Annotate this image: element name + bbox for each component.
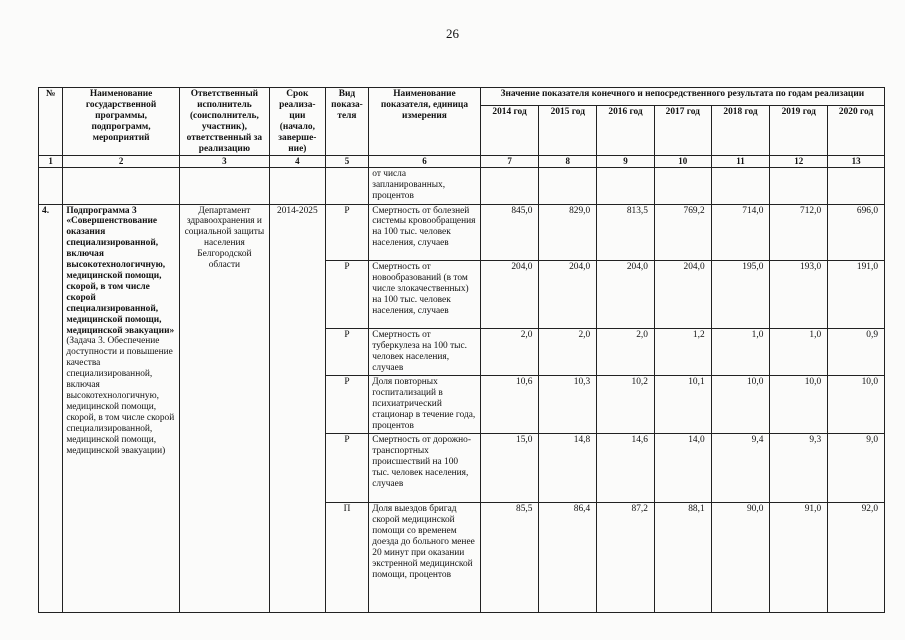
year-header: 2015 год [539,106,597,156]
indicator-value: 813,5 [597,204,655,261]
column-number: 12 [770,156,828,168]
indicator-name: Смертность от дорожно-транспортных происшествий на 100 тыс. человек населения, случаев [369,434,480,503]
subprogram-title [63,204,180,613]
header-program: Наименование государственной программы, подпрограмм, мероприятий [63,88,180,156]
indicator-kind: Р [325,328,369,375]
indicator-name: Доля выездов бригад скорой медицинской помощи со временем доезда до больного менее 20 минут при оказании экстренной медицинской помощи, процентов [369,503,480,613]
indicator-value: 10,0 [770,376,828,434]
column-number: 6 [369,156,480,168]
indicator-value: 204,0 [597,261,655,329]
indicator-value: 714,0 [711,204,770,261]
indicators-table [38,87,885,613]
indicator-value: 15,0 [480,434,539,503]
continuation-text: от числа запланированных, процентов [369,168,480,204]
subprogram-responsible: Департамент здравоохранения и социальной защиты населения Белгородской области [179,204,269,613]
column-number: 4 [269,156,325,168]
column-number: 1 [39,156,63,168]
indicator-value: 88,1 [654,503,711,613]
indicator-kind: Р [325,204,369,261]
subprogram-number: 4. [39,204,63,613]
indicator-value: 193,0 [770,261,828,329]
header-kind: Вид показа-теля [325,88,369,156]
header-term: Срок реализа-ции (начало, заверше-ние) [269,88,325,156]
year-header: 2016 год [597,106,655,156]
column-number: 9 [597,156,655,168]
indicator-value: 845,0 [480,204,539,261]
indicator-name: Смертность от болезней системы кровообращения на 100 тыс. человек населения, случаев [369,204,480,261]
indicator-value: 1,0 [770,328,828,375]
indicator-value: 0,9 [828,328,885,375]
indicator-value: 10,0 [828,376,885,434]
indicator-value: 829,0 [539,204,597,261]
year-header: 2017 год [654,106,711,156]
indicator-value: 769,2 [654,204,711,261]
continuation-row [39,168,885,204]
header-values-group: Значение показателя конечного и непосредственного результата по годам реализации [480,88,884,106]
indicator-name: Смертность от новообразований (в том числе злокачественных) на 100 тыс. человек населения, случаев [369,261,480,329]
indicator-value: 204,0 [480,261,539,329]
indicator-name: Смертность от туберкулеза на 100 тыс. человек населения, случаев [369,328,480,375]
header-responsible: Ответственный исполнитель (соисполнитель, участник), ответственный за реализацию [179,88,269,156]
indicator-value: 1,2 [654,328,711,375]
indicator-value: 10,0 [711,376,770,434]
indicator-value: 712,0 [770,204,828,261]
indicator-value: 90,0 [711,503,770,613]
indicator-value: 1,0 [711,328,770,375]
indicator-value: 2,0 [597,328,655,375]
indicator-value: 9,4 [711,434,770,503]
indicator-kind: Р [325,376,369,434]
indicator-value: 2,0 [480,328,539,375]
table-row [39,204,885,261]
indicator-kind: П [325,503,369,613]
indicator-kind: Р [325,261,369,329]
year-header: 2019 год [770,106,828,156]
indicator-value: 10,1 [654,376,711,434]
indicator-value: 195,0 [711,261,770,329]
indicator-value: 2,0 [539,328,597,375]
column-number: 5 [325,156,369,168]
indicator-value: 14,8 [539,434,597,503]
indicator-value: 191,0 [828,261,885,329]
column-number-row [39,156,885,168]
year-header: 2020 год [828,106,885,156]
indicator-value: 204,0 [539,261,597,329]
indicator-value: 85,5 [480,503,539,613]
indicator-value: 92,0 [828,503,885,613]
column-number: 11 [711,156,770,168]
indicator-value: 9,3 [770,434,828,503]
indicator-value: 696,0 [828,204,885,261]
indicator-name: Доля повторных госпитализаций в психиатрический стационар в течение года, процентов [369,376,480,434]
indicator-value: 9,0 [828,434,885,503]
column-number: 3 [179,156,269,168]
indicator-value: 10,6 [480,376,539,434]
header-indicator: Наименование показателя, единица измерения [369,88,480,156]
column-number: 2 [63,156,180,168]
year-header: 2018 год [711,106,770,156]
year-header: 2014 год [480,106,539,156]
column-number: 13 [828,156,885,168]
subprogram-title-bold: Подпрограмма 3 «Совершенствование оказания специализированной, включая высокотехнологичную, медицинской помощи, скорой, в том числе скорой специализированной, медицинской помощи, медицинской эвакуации» [66,205,175,336]
header-no: № [39,88,63,156]
column-number: 7 [480,156,539,168]
column-number: 10 [654,156,711,168]
indicator-value: 204,0 [654,261,711,329]
column-number: 8 [539,156,597,168]
indicator-value: 86,4 [539,503,597,613]
page-number: 26 [446,26,459,41]
indicator-kind: Р [325,434,369,503]
subprogram-term: 2014-2025 [269,204,325,613]
indicator-value: 14,6 [597,434,655,503]
indicator-value: 14,0 [654,434,711,503]
indicator-value: 10,3 [539,376,597,434]
indicator-value: 87,2 [597,503,655,613]
subprogram-title-rest: (Задача 3. Обеспечение доступности и повышение качества специализированной, включая высокотехнологичную, медицинской помощи, скорой, в том числе скорой специализированной, медицинской помощи, медицинской эвакуации) [66,336,175,456]
indicator-value: 10,2 [597,376,655,434]
indicator-value: 91,0 [770,503,828,613]
